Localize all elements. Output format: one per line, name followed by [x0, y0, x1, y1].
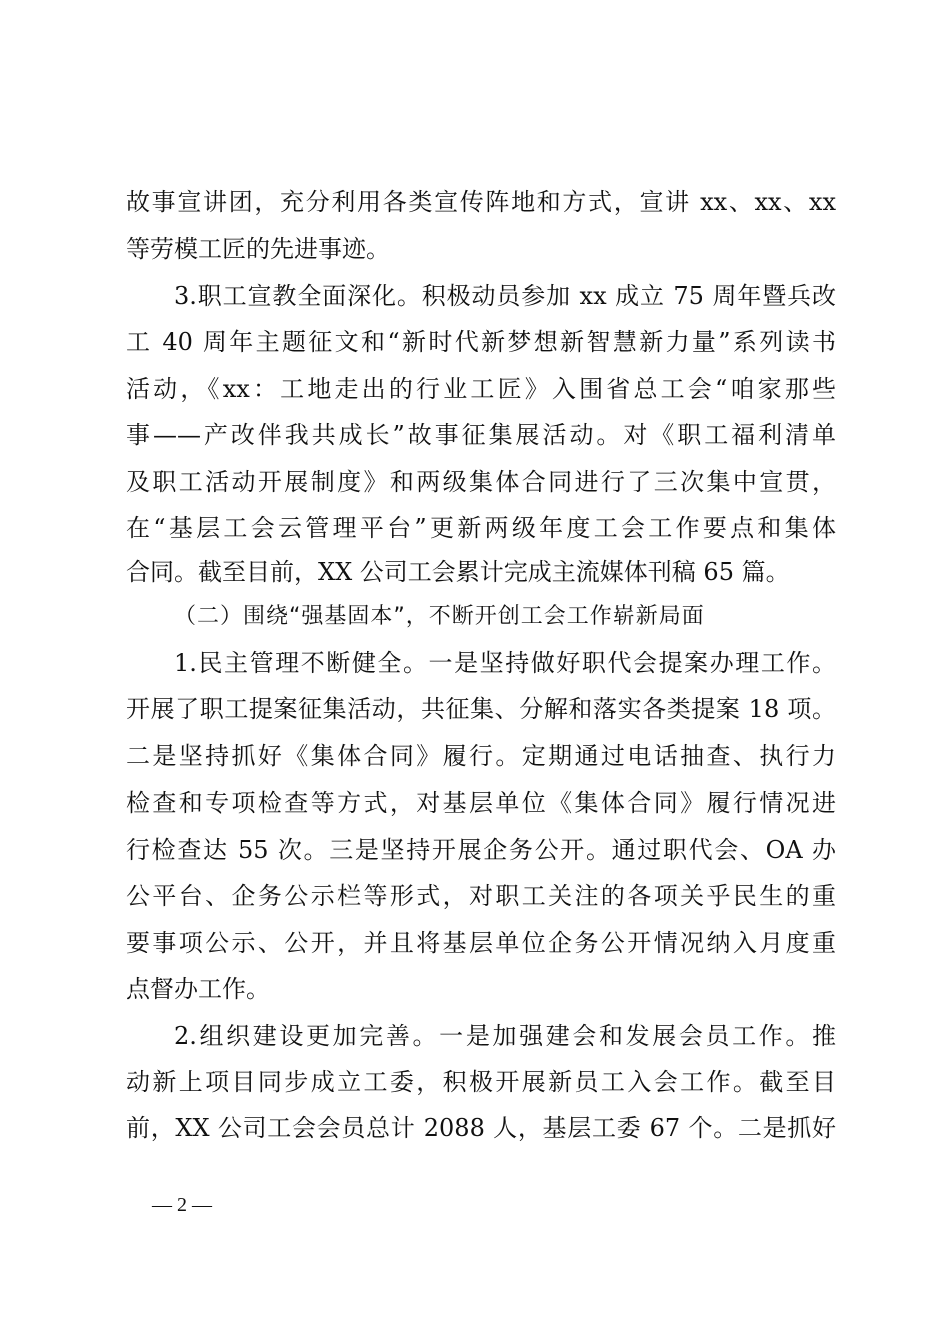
- body-line-15: 行检查达 55 次。三是坚持开展企务公开。通过职代会、OA 办: [126, 836, 836, 864]
- section-heading: （二）围绕“强基固本”，不断开创工会工作崭新局面: [174, 604, 705, 629]
- body-line-19: 2.组织建设更加完善。一是加强建会和发展会员工作。推: [174, 1022, 836, 1050]
- body-line-17: 要事项公示、公开，并且将基层单位企务公开情况纳入月度重: [126, 929, 836, 957]
- body-line-13: 二是坚持抓好《集体合同》履行。定期通过电话抽查、执行力: [126, 742, 836, 770]
- body-line-2: 等劳模工匠的先进事迹。: [126, 235, 390, 263]
- body-line-14: 检查和专项检查等方式，对基层单位《集体合同》履行情况进: [126, 789, 836, 817]
- body-line-11: 1.民主管理不断健全。一是坚持做好职代会提案办理工作。: [174, 649, 836, 677]
- body-line-21: 前，XX 公司工会会员总计 2088 人，基层工委 67 个。二是抓好: [126, 1114, 836, 1142]
- body-line-7: 及职工活动开展制度》和两级集体合同进行了三次集中宣贯，: [126, 468, 836, 496]
- page-number: — 2 —: [152, 1194, 212, 1216]
- body-line-8: 在“基层工会云管理平台”更新两级年度工会工作要点和集体: [126, 514, 836, 542]
- body-line-3: 3.职工宣教全面深化。积极动员参加 xx 成立 75 周年暨兵改: [174, 282, 836, 310]
- body-line-18: 点督办工作。: [126, 975, 270, 1003]
- body-line-1: 故事宣讲团，充分利用各类宣传阵地和方式，宣讲 xx、xx、xx: [126, 188, 836, 216]
- body-line-16: 公平台、企务公示栏等形式，对职工关注的各项关乎民生的重: [126, 882, 836, 910]
- body-line-6: 事——产改伴我共成长”故事征集展活动。对《职工福利清单: [126, 421, 836, 449]
- body-line-9: 合同。截至目前，XX 公司工会累计完成主流媒体刊稿 65 篇。: [126, 558, 790, 586]
- body-line-12: 开展了职工提案征集活动，共征集、分解和落实各类提案 18 项。: [126, 695, 836, 723]
- body-line-20: 动新上项目同步成立工委，积极开展新员工入会工作。截至目: [126, 1068, 836, 1096]
- body-line-5: 活动，《xx：工地走出的行业工匠》入围省总工会“咱家那些: [126, 375, 836, 403]
- body-line-4: 工 40 周年主题征文和“新时代新梦想新智慧新力量”系列读书: [126, 328, 836, 356]
